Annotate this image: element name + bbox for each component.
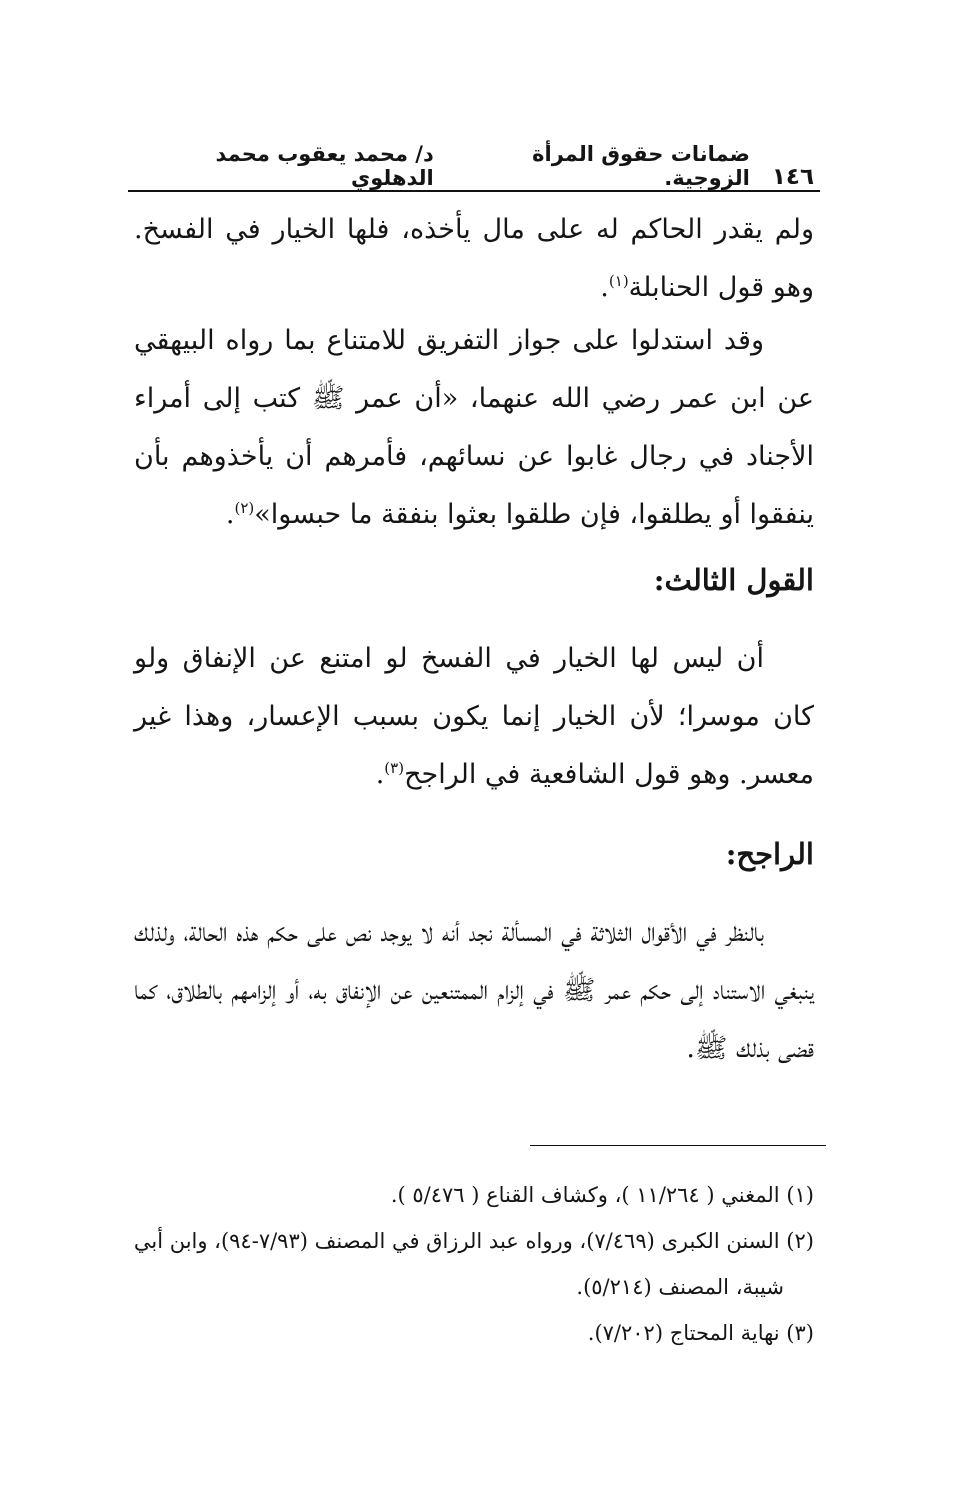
footnote-1: (١) المغني ( ١١/٢٦٤ )، وكشاف القناع ( ٥/٤٧٦ ). [390,1183,814,1207]
paragraph-4 [134,904,814,1078]
paragraph-2-text: وقد استدلوا على جواز التفريق للامتناع بما رواه البيهقي عن ابن عمر رضي الله عنهما، «أن عمر ﷺ كتب إلى أمراء الأجناد في رجال غابوا عن نسائهم، فأمرهم أن يأخذوهم بأن ينفقوا أو يطلقوا، فإن طلقوا بعثوا بنفقة ما حبسوا» [134,325,814,530]
footnote-2-continued: شيبة، المصنف (٥/٢١٤). [576,1275,784,1299]
paragraph-3 [134,630,814,804]
footnote-ref-1: (١) [608,272,629,290]
paragraph-2-end: . [225,499,235,530]
paragraph-2 [134,312,814,544]
paragraph-1-text: ولم يقدر الحاكم له على مال يأخذه، فلها الخيار في الفسخ. وهو قول الحنابلة [134,214,814,303]
paragraph-3-text: أن ليس لها الخيار في الفسخ لو امتنع عن الإنفاق ولو كان موسرا؛ لأن الخيار إنما يكون بسبب الإعسار، وهذا غير معسر. وهو قول الشافعية في الراجح [134,643,814,790]
footnote-2: (٢) السنن الكبرى (٧/٤٦٩)، ورواه عبد الرزاق في المصنف (٧/٩٣-٩٤)، وابن أبي [133,1229,814,1253]
footnote-ref-2: (٢) [234,499,255,517]
paragraph-1-end: . [600,272,609,303]
paragraph-4-text: بالنظر في الأقوال الثلاثة في المسألة نجد أنه لا يوجد نص على حكم هذه الحالة، ولذلك ينبغي الاستناد إلى حكم عمر ﷺ في إلزام الممتنعين عن الإنفاق به، أو إلزامهم بالطلاق، كما قضى بذلك ﷺ. [134,917,814,1064]
footnote-ref-3: (٣) [384,759,405,777]
running-header [134,142,814,190]
paragraph-3-end: . [375,759,385,790]
footnote-3: (٣) نهاية المحتاج (٧/٢٠٢). [587,1321,814,1345]
page-number: ١٤٦ [771,164,814,190]
paragraph-1 [134,201,814,317]
footnote-separator [530,1145,826,1146]
book-title: ضمانات حقوق المرأة الزوجية. [532,142,750,190]
heading-third-opinion: القول الثالث: [653,563,814,597]
heading-preponderant: الراجح: [725,837,814,871]
author-name: د/ محمد يعقوب محمد الدهلوي [215,142,434,190]
header-rule [128,190,820,192]
footnotes [124,1172,814,1356]
